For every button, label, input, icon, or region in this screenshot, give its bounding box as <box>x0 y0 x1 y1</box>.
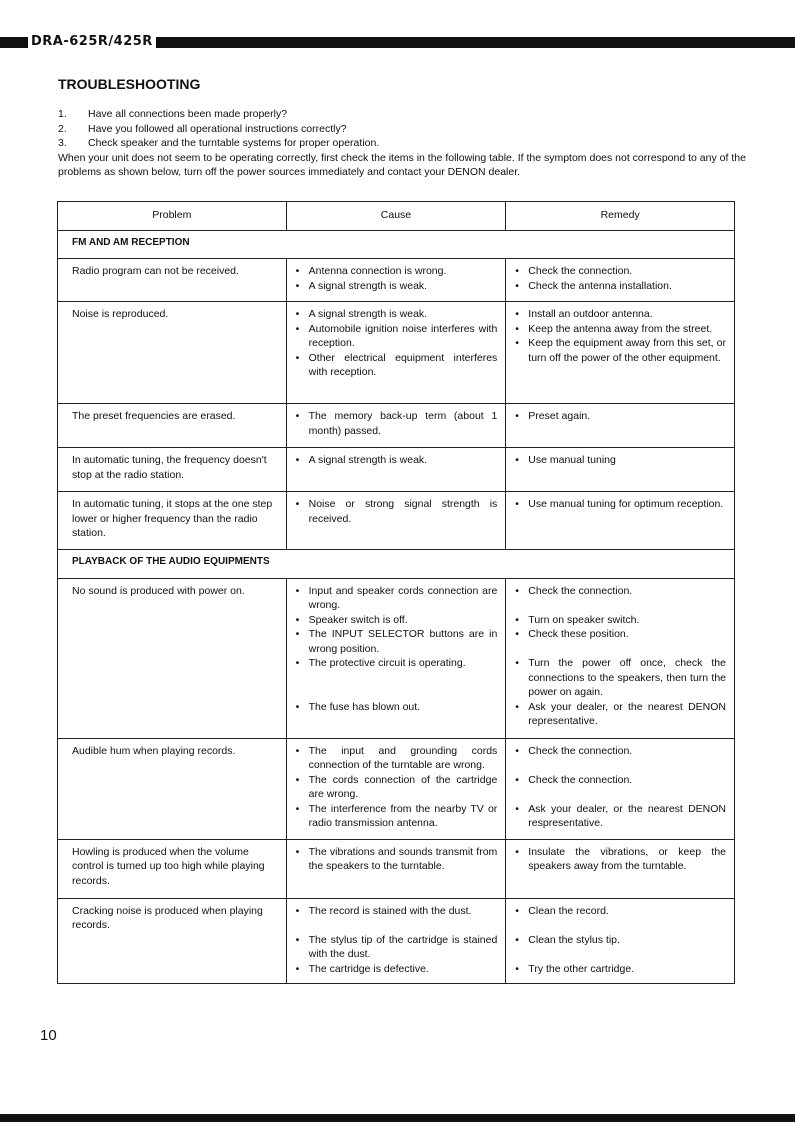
cause-item: • Speaker switch is off. <box>295 613 498 628</box>
section-row <box>58 550 735 579</box>
section-title: PLAYBACK OF THE AUDIO EQUIPMENTS <box>58 550 735 579</box>
cause-item: • Automobile ignition noise interferes with reception. <box>295 322 498 351</box>
cause-item: • The memory back-up term (about 1 month) passed. <box>295 409 498 438</box>
cause-item: • Antenna connection is wrong. <box>295 264 498 279</box>
remedy-cell <box>506 404 735 448</box>
cause-item: • The input and grounding cords connection of the turntable are wrong. <box>295 744 498 773</box>
remedy-cell <box>506 302 735 404</box>
intro-item-text: Check speaker and the turntable systems for proper operation. <box>88 137 380 149</box>
remedy-cell <box>506 738 735 839</box>
cause-item: • The fuse has blown out. <box>295 700 498 715</box>
remedy-item: • Clean the record. <box>514 904 726 919</box>
cause-cell <box>286 448 506 492</box>
remedy-item: • Use manual tuning <box>514 453 726 468</box>
intro-item-text: Have you followed all operational instructions correctly? <box>88 122 347 135</box>
page-title: TROUBLESHOOTING <box>58 76 201 92</box>
intro-item-number: 2. <box>58 122 67 135</box>
remedy-cell <box>506 492 735 550</box>
header-cause: Cause <box>286 202 506 231</box>
problem-cell: Cracking noise is produced when playing records. <box>58 898 287 983</box>
cause-cell <box>286 404 506 448</box>
cause-item: • The cords connection of the cartridge are wrong. <box>295 773 498 802</box>
remedy-cell <box>506 448 735 492</box>
remedy-item: • Install an outdoor antenna. <box>514 307 726 322</box>
cause-item: • Input and speaker cords connection are wrong. <box>295 584 498 613</box>
cause-item: • The protective circuit is operating. <box>295 656 498 671</box>
table-row <box>58 839 735 898</box>
intro-item-number: 3. <box>58 137 67 149</box>
remedy-item: • Check these position. <box>514 627 726 642</box>
remedy-cell <box>506 898 735 983</box>
cause-cell <box>286 578 506 738</box>
footer-bar <box>0 1114 795 1122</box>
cause-item: • The cartridge is defective. <box>295 962 498 977</box>
intro-section <box>58 107 748 180</box>
table-header-row <box>58 202 735 231</box>
problem-cell: Noise is reproduced. <box>58 302 287 404</box>
problem-cell: Radio program can not be received. <box>58 259 287 302</box>
remedy-cell <box>506 839 735 898</box>
table-row <box>58 898 735 983</box>
header-problem: Problem <box>58 202 287 231</box>
cause-cell <box>286 898 506 983</box>
problem-cell: No sound is produced with power on. <box>58 578 287 738</box>
remedy-item: • Check the connection. <box>514 773 726 788</box>
remedy-item: • Insulate the vibrations, or keep the speakers away from the turntable. <box>514 845 726 874</box>
table-row <box>58 448 735 492</box>
cause-item: • The vibrations and sounds transmit from the speakers to the turntable. <box>295 845 498 874</box>
problem-cell: In automatic tuning, the frequency doesn't stop at the radio station. <box>58 448 287 492</box>
remedy-item: • Clean the stylus tip. <box>514 933 726 948</box>
header-remedy: Remedy <box>506 202 735 231</box>
cause-cell <box>286 839 506 898</box>
problem-cell: Howling is produced when the volume control is turned up too high while playing records. <box>58 839 287 898</box>
remedy-item: • Try the other cartridge. <box>514 962 726 977</box>
intro-item <box>58 122 748 137</box>
remedy-item: • Check the connection. <box>514 264 726 279</box>
intro-paragraph: When your unit does not seem to be operating correctly, first check the items in the following table. If the symptom does not correspond to any of the problems as shown below, turn off the power sources immediately and contact your DENON dealer. <box>58 151 746 178</box>
cause-item: • Noise or strong signal strength is received. <box>295 497 498 526</box>
model-title: DRA-625R/425R <box>28 34 156 50</box>
cause-cell <box>286 302 506 404</box>
table-row <box>58 404 735 448</box>
cause-item: • A signal strength is weak. <box>295 279 498 294</box>
table-row <box>58 738 735 839</box>
cause-item: • The stylus tip of the cartridge is stained with the dust. <box>295 933 498 962</box>
problem-cell: Audible hum when playing records. <box>58 738 287 839</box>
problem-cell: The preset frequencies are erased. <box>58 404 287 448</box>
remedy-item: • Check the antenna installation. <box>514 279 726 294</box>
cause-cell <box>286 259 506 302</box>
remedy-item: • Check the connection. <box>514 744 726 759</box>
remedy-item: • Use manual tuning for optimum reception. <box>514 497 726 512</box>
page-number: 10 <box>40 1027 57 1044</box>
remedy-item: • Turn on speaker switch. <box>514 613 726 628</box>
cause-item: • The interference from the nearby TV or radio transmission antenna. <box>295 802 498 831</box>
table-row <box>58 259 735 302</box>
remedy-item: • Preset again. <box>514 409 726 424</box>
cause-cell <box>286 738 506 839</box>
intro-item-text: Have all connections been made properly? <box>88 108 288 120</box>
remedy-cell <box>506 578 735 738</box>
remedy-item: • Turn the power off once, check the connections to the speakers, then turn the power on again. <box>514 656 726 700</box>
remedy-item: • Check the connection. <box>514 584 726 599</box>
remedy-item: • Keep the equipment away from this set, or turn off the power of the other equipment. <box>514 336 726 365</box>
troubleshooting-table <box>57 201 735 984</box>
remedy-item: • Keep the antenna away from the street. <box>514 322 726 337</box>
intro-item <box>58 136 748 151</box>
table-row <box>58 578 735 738</box>
intro-item-number: 1. <box>58 108 67 120</box>
intro-item <box>58 107 748 122</box>
remedy-item: • Ask your dealer, or the nearest DENON respresentative. <box>514 802 726 831</box>
cause-item: • The record is stained with the dust. <box>295 904 498 919</box>
remedy-item: • Ask your dealer, or the nearest DENON representative. <box>514 700 726 729</box>
remedy-cell <box>506 259 735 302</box>
cause-item: • The INPUT SELECTOR buttons are in wrong position. <box>295 627 498 656</box>
section-title: FM AND AM RECEPTION <box>58 230 735 259</box>
cause-cell <box>286 492 506 550</box>
cause-item: • A signal strength is weak. <box>295 307 498 322</box>
cause-item: • Other electrical equipment interferes with reception. <box>295 351 498 380</box>
table-row <box>58 302 735 404</box>
problem-cell: In automatic tuning, it stops at the one step lower or higher frequency than the radio station. <box>58 492 287 550</box>
section-row <box>58 230 735 259</box>
table-row <box>58 492 735 550</box>
cause-item: • A signal strength is weak. <box>295 453 498 468</box>
